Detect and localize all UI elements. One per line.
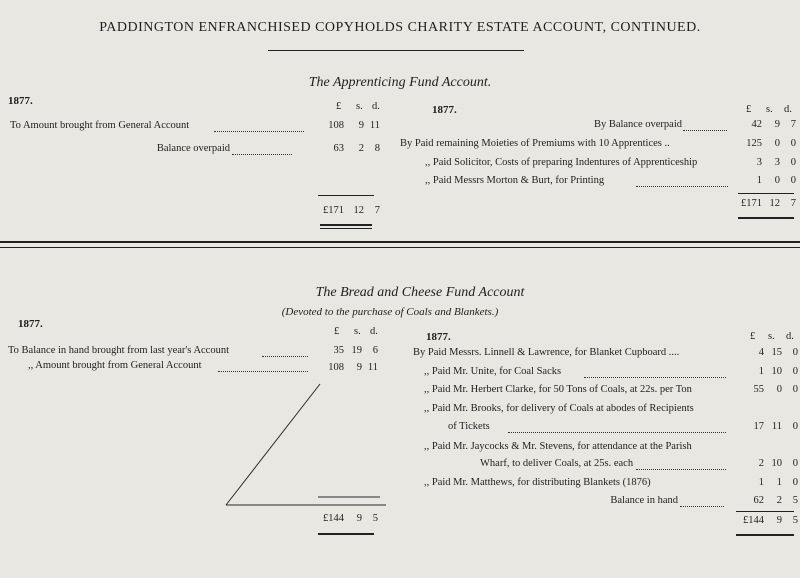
apprenticing-right-year: 1877. [432,104,457,116]
bread-left-col-pence: d. [370,326,378,337]
bread-left-year: 1877. [18,318,43,330]
amount-pounds: 55 [753,384,764,395]
amount-pence: 0 [790,138,796,149]
apprenticing-right-col-shillings: s. [766,104,773,115]
amount-pence: 0 [792,421,798,432]
total-shillings: 12 [769,198,780,209]
amount-shillings: 9 [356,362,362,373]
total-pounds: £144 [323,513,344,524]
bread-right-year: 1877. [426,331,451,343]
leader-dots [508,432,726,433]
amount-pence: 0 [792,384,798,395]
bread-subtitle: (Devoted to the purchase of Coals and Blankets.) [281,306,499,318]
ledger-entry-text: By Balance overpaid [593,119,682,130]
bread-left-col-shillings: s. [354,326,361,337]
amount-pounds: 125 [746,138,762,149]
amount-shillings: 0 [774,138,780,149]
amount-shillings: 15 [771,347,782,358]
amount-pence: 0 [792,458,798,469]
total-shillings: 12 [353,205,364,216]
amount-pence: 8 [374,143,380,154]
amount-shillings: 1 [776,477,782,488]
ledger-entry-text: ,, Amount brought from General Account [28,360,202,371]
double-rule [736,534,794,536]
ledger-entry-text: Balance overpaid [156,143,230,154]
amount-pence: 0 [790,175,796,186]
total-shillings: 9 [776,515,782,526]
bread-right-col-pounds: £ [750,331,756,342]
bread-left-col-pounds: £ [334,326,340,337]
double-rule [318,533,374,535]
amount-pence: 7 [790,119,796,130]
amount-shillings: 11 [771,421,782,432]
ledger-entry-text: ,, Paid Solicitor, Costs of preparing Indentures of Apprenticeship [425,157,698,168]
total-pounds: £144 [743,515,764,526]
total-rule [736,511,794,512]
amount-shillings: 10 [771,366,782,377]
amount-pounds: 108 [328,120,344,131]
leader-dots [680,506,724,507]
amount-pounds: 4 [758,347,764,358]
apprenticing-left-year: 1877. [8,95,33,107]
ledger-entry-text: Balance in hand [610,495,678,506]
amount-shillings: 9 [358,120,364,131]
apprenticing-left-col-shillings: s. [356,101,363,112]
apprenticing-title: The Apprenticing Fund Account. [308,75,492,90]
amount-pounds: 108 [328,362,344,373]
amount-shillings: 2 [358,143,364,154]
amount-pounds: 1 [756,175,762,186]
ledger-entry-text: ,, Paid Mr. Unite, for Coal Sacks [424,366,562,377]
amount-shillings: 9 [774,119,780,130]
total-pence: 7 [374,205,380,216]
ledger-entry-text: ,, Paid Mr. Matthews, for distributing Blankets (1876) [424,477,651,488]
amount-pence: 11 [367,362,378,373]
apprenticing-right-col-pounds: £ [746,104,752,115]
amount-pence: 5 [792,495,798,506]
amount-pence: 0 [792,477,798,488]
amount-pounds: 2 [758,458,764,469]
ledger-entry-text: ,, Paid Messrs Morton & Burt, for Printing [425,175,605,186]
ledger-entry-text: of Tickets [448,421,490,432]
amount-pence: 6 [372,345,378,356]
ledger-entry-text: ,, Paid Mr. Jaycocks & Mr. Stevens, for attendance at the Parish [424,441,692,452]
ledger-entry-text: To Amount brought from General Account [10,120,190,131]
amount-pounds: 42 [751,119,762,130]
amount-pence: 0 [792,366,798,377]
total-pence: 7 [790,198,796,209]
ledger-entry-text: To Balance in hand brought from last year's Account [8,345,230,356]
amount-pounds: 62 [753,495,764,506]
ledger-entry-text: ,, Paid Mr. Herbert Clarke, for 50 Tons of Coals, at 22s. per Ton [424,384,692,395]
page-title: PADDINGTON ENFRANCHISED COPYHOLDS CHARITY ESTATE ACCOUNT, CONTINUED. [99,20,701,35]
total-pounds: £171 [741,198,762,209]
total-pounds: £171 [323,205,344,216]
amount-pounds: 17 [753,421,764,432]
amount-pence: 0 [790,157,796,168]
amount-pence: 11 [369,120,380,131]
total-shillings: 9 [356,513,362,524]
bread-right-col-shillings: s. [768,331,775,342]
apprenticing-left-col-pounds: £ [336,101,342,112]
apprenticing-left-col-pence: d. [372,101,380,112]
total-pence: 5 [372,513,378,524]
amount-shillings: 2 [776,495,782,506]
leader-dots [584,377,726,378]
ledger-entry-text: Wharf, to deliver Coals, at 25s. each [480,458,634,469]
leader-dots [636,469,726,470]
amount-shillings: 10 [771,458,782,469]
amount-pounds: 1 [758,477,764,488]
amount-shillings: 0 [776,384,782,395]
amount-shillings: 19 [351,345,362,356]
amount-pounds: 63 [333,143,344,154]
amount-shillings: 0 [774,175,780,186]
ledger-entry-text: ,, Paid Mr. Brooks, for delivery of Coals at abodes of Recipients [424,403,694,414]
bread-right-col-pence: d. [786,331,794,342]
total-pence: 5 [792,515,798,526]
ledger-entry-text: By Paid remaining Moieties of Premiums with 10 Apprentices .. [400,138,670,149]
apprenticing-right-col-pence: d. [784,104,792,115]
amount-pounds: 35 [333,345,344,356]
amount-pounds: 3 [756,157,762,168]
ledger-entry-text: By Paid Messrs. Linnell & Lawrence, for Blanket Cupboard .... [413,347,680,358]
amount-pence: 0 [792,347,798,358]
amount-pounds: 1 [758,366,764,377]
bread-title: The Bread and Cheese Fund Account [315,285,525,300]
amount-shillings: 3 [774,157,780,168]
